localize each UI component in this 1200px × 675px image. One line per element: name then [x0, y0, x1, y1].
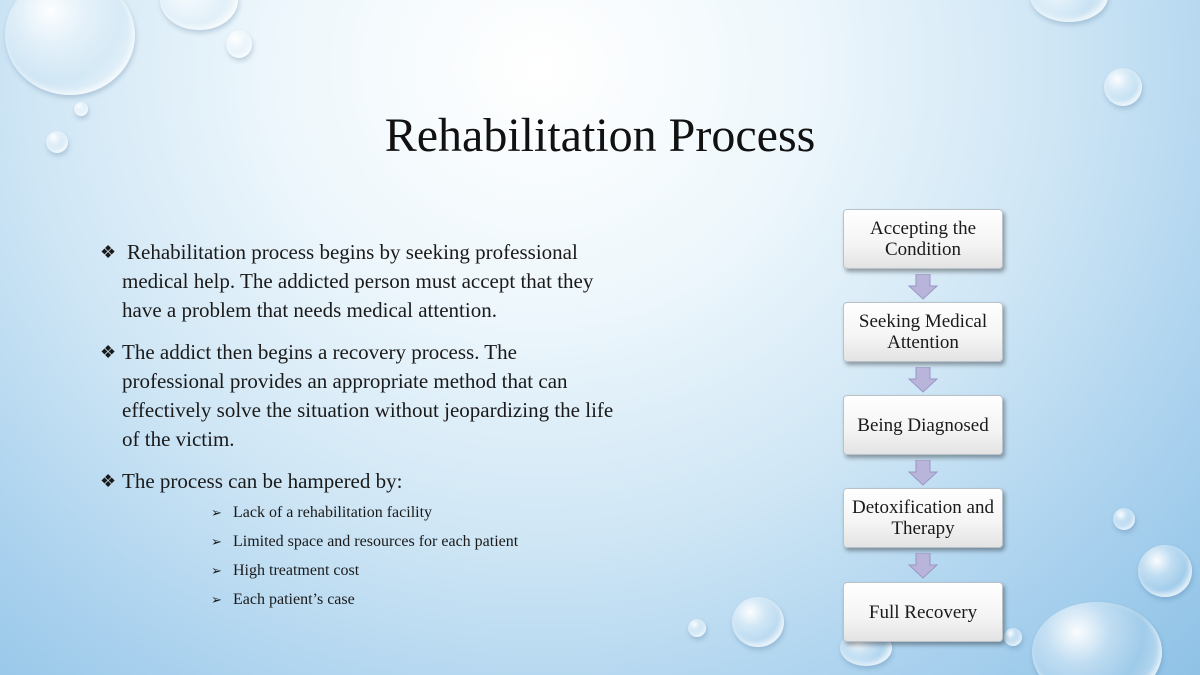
sub-bullet-item: ➢ High treatment cost	[211, 556, 620, 585]
flow-step-being-diagnosed: Being Diagnosed	[843, 395, 1003, 455]
flow-step-detoxification-therapy: Detoxification and Therapy	[843, 488, 1003, 548]
down-arrow-icon	[908, 367, 938, 393]
flow-step-accepting-condition: Accepting the Condition	[843, 209, 1003, 269]
slide-title: Rehabilitation Process	[384, 109, 816, 162]
diamond-bullet-icon: ❖	[100, 342, 117, 362]
sub-bullet-item: ➢ Each patient’s case	[211, 585, 620, 614]
diamond-bullet-icon: ❖	[100, 242, 117, 262]
bullet-text: The process can be hampered by:	[122, 469, 403, 493]
flow-step-full-recovery: Full Recovery	[843, 582, 1003, 642]
down-arrow-icon	[908, 460, 938, 486]
down-arrow-icon	[908, 553, 938, 579]
arrow-bullet-icon: ➢	[211, 534, 222, 549]
arrow-bullet-icon: ➢	[211, 592, 222, 607]
sub-bullet-item: ➢ Limited space and resources for each patient	[211, 527, 620, 556]
down-arrow-icon	[908, 274, 938, 300]
arrow-bullet-icon: ➢	[211, 505, 222, 520]
bullet-text: Rehabilitation process begins by seeking professional medical help. The addicted person must accept that they have a problem that needs medical attention.	[122, 240, 594, 322]
bullet-text: The addict then begins a recovery process. The professional provides an appropriate method that can effectively solve the situation without jeopardizing the life of the victim.	[122, 340, 614, 451]
arrow-bullet-icon: ➢	[211, 563, 222, 578]
sub-bullet-item: ➢ Lack of a rehabilitation facility	[211, 498, 620, 527]
flow-step-seeking-medical-attention: Seeking Medical Attention	[843, 302, 1003, 362]
diamond-bullet-icon: ❖	[100, 471, 117, 491]
